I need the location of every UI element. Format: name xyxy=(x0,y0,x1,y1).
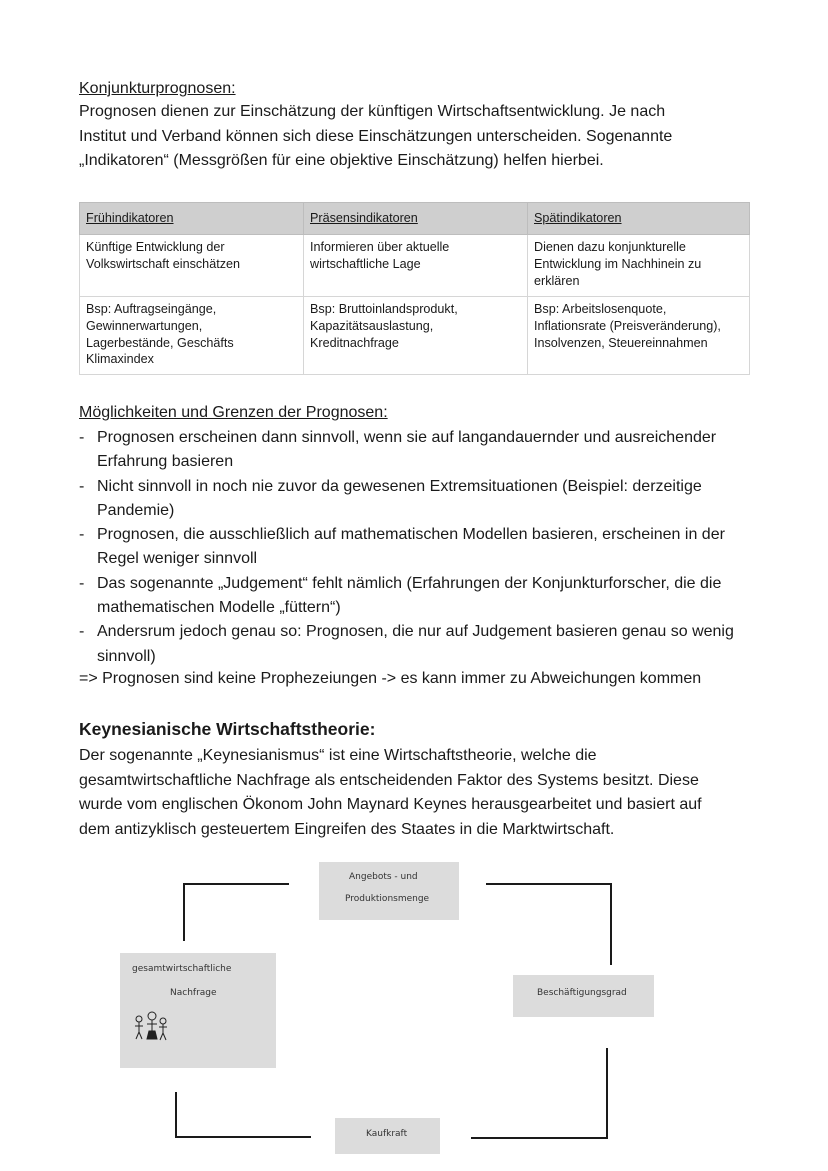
section-heading-grenzen: Möglichkeiten und Grenzen der Prognosen: xyxy=(79,404,388,421)
table-cell: Bsp: Arbeitslosenquote, Inflationsrate (Preisveränderung), Insolvenzen, Steuereinnahmen xyxy=(528,297,750,375)
table-header: Spätindikatoren xyxy=(528,203,750,235)
keynes-line: wurde vom englischen Ökonom John Maynard Keynes herausgearbeitet und basiert auf xyxy=(79,796,702,813)
table-row xyxy=(80,235,750,297)
table-cell: Dienen dazu konjunkturelle Entwicklung im Nachhinein zu erklären xyxy=(528,235,750,297)
keynes-line: Der sogenannte „Keynesianismus“ ist eine Wirtschaftstheorie, welche die xyxy=(79,747,597,764)
table-cell: Künftige Entwicklung der Volkswirtschaft einschätzen xyxy=(80,235,304,297)
table-cell: Bsp: Bruttoinlandsprodukt, Kapazitätsauslastung, Kreditnachfrage xyxy=(304,297,528,375)
intro-line: Institut und Verband können sich diese Einschätzungen unterscheiden. Sogenannte xyxy=(79,127,673,145)
dash-bullet: - xyxy=(79,429,85,446)
list-item xyxy=(79,475,759,524)
box-label: Nachfrage xyxy=(170,988,217,998)
conclusion-text: => Prognosen sind keine Prophezeiungen -> es kann immer zu Abweichungen kommen xyxy=(79,670,702,687)
list-item-text: Prognosen, die ausschließlich auf mathematischen Modellen basieren, erscheinen in der Regel weniger sinnvoll xyxy=(97,526,725,568)
section-heading-keynes: Keynesianische Wirtschaftstheorie: xyxy=(79,719,376,739)
dash-bullet: - xyxy=(79,477,85,495)
box-label: gesamtwirtschaftliche xyxy=(132,964,232,974)
table-cell: Bsp: Auftragseingänge, Gewinnerwartungen, Lagerbestände, Geschäfts Klimaxindex xyxy=(80,297,304,375)
indicator-table xyxy=(79,202,750,375)
people-icon xyxy=(132,1011,172,1045)
connector-line xyxy=(486,883,612,885)
table-header: Frühindikatoren xyxy=(80,203,304,235)
list-item-text: Prognosen erscheinen dann sinnvoll, wenn sie auf langandauernder und ausreichender Erfahrung basieren xyxy=(97,429,717,471)
connector-line xyxy=(183,883,185,941)
box-label: Angebots - und xyxy=(349,872,418,882)
diagram-box-production xyxy=(319,862,459,920)
dash-bullet: - xyxy=(79,526,85,544)
dash-bullet: - xyxy=(79,574,85,592)
connector-line xyxy=(471,1137,608,1139)
keynes-line: gesamtwirtschaftliche Nachfrage als entscheidenden Faktor des Systems besitzt. Diese xyxy=(79,771,699,789)
table-header-row xyxy=(80,203,750,235)
list-item-text: Das sogenannte „Judgement“ fehlt nämlich (Erfahrungen der Konjunkturforscher, die die mathematischen Modelle „füttern“) xyxy=(97,574,722,617)
connector-line xyxy=(606,1048,608,1138)
intro-line: „Indikatoren“ (Messgrößen für eine objektive Einschätzung) helfen hierbei. xyxy=(79,152,604,169)
diagram-box-purchasing-power xyxy=(335,1118,440,1154)
list-item-text: Nicht sinnvoll in noch nie zuvor da gewesenen Extremsituationen (Beispiel: derzeitige Pandemie) xyxy=(97,477,702,519)
connector-line xyxy=(183,883,289,885)
keynes-paragraph xyxy=(79,744,759,842)
keynes-line: dem antizyklisch gesteuertem Eingreifen des Staates in die Marktwirtschaft. xyxy=(79,820,615,838)
list-item xyxy=(79,523,759,572)
dash-bullet: - xyxy=(79,623,85,641)
diagram-box-demand xyxy=(120,953,276,1068)
intro-line: Prognosen dienen zur Einschätzung der künftigen Wirtschaftsentwicklung. Je nach xyxy=(79,103,666,120)
table-cell: Informieren über aktuelle wirtschaftliche Lage xyxy=(304,235,528,297)
table-row xyxy=(80,297,750,375)
list-item xyxy=(79,426,759,475)
table-header: Präsensindikatoren xyxy=(304,203,528,235)
section-heading-konjunktur: Konjunkturprognosen: xyxy=(79,80,236,97)
box-label: Produktionsmenge xyxy=(345,894,430,904)
list-item xyxy=(79,620,759,669)
connector-line xyxy=(610,883,612,965)
box-label: Beschäftigungsgrad xyxy=(537,988,627,998)
connector-line xyxy=(175,1092,177,1138)
list-item xyxy=(79,572,759,621)
connector-line xyxy=(175,1136,311,1138)
prognosis-list xyxy=(79,426,759,669)
list-item-text: Andersrum jedoch genau so: Prognosen, die nur auf Judgement basieren genau so wenig sinnvoll) xyxy=(97,623,734,665)
diagram-box-employment xyxy=(513,975,654,1017)
box-label: Kaufkraft xyxy=(366,1129,408,1139)
intro-paragraph xyxy=(79,100,759,174)
